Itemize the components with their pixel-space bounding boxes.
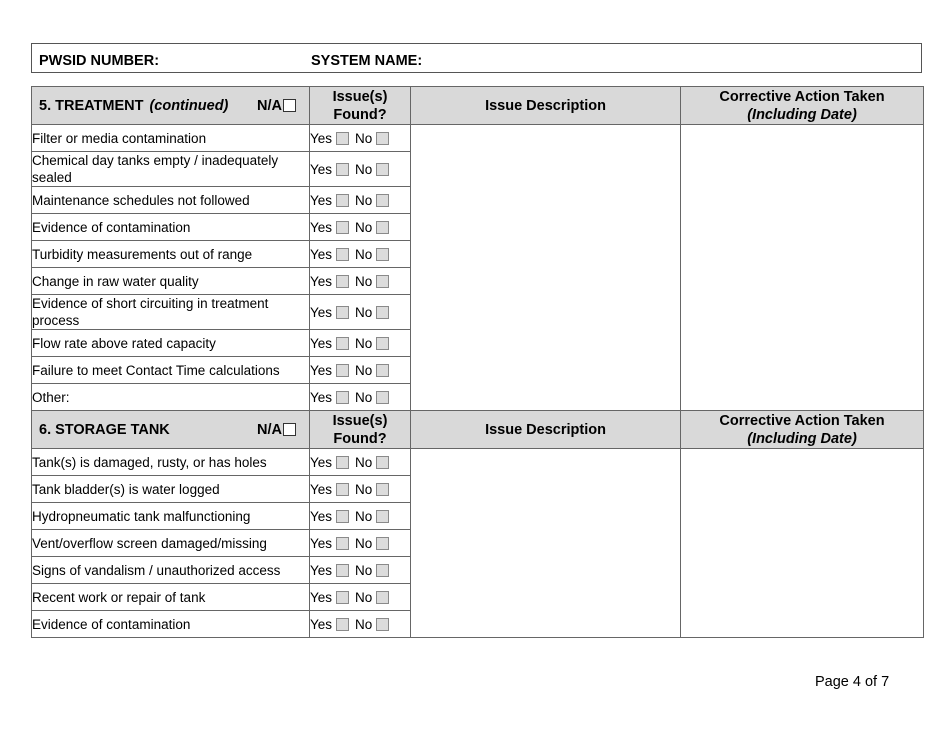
checklist-item-label: Failure to meet Contact Time calculations <box>32 357 310 384</box>
yes-label: Yes <box>310 192 333 208</box>
yes-label: Yes <box>310 304 333 320</box>
yes-label: Yes <box>310 616 333 632</box>
no-checkbox[interactable] <box>376 163 389 176</box>
corrective-action-field[interactable] <box>681 449 924 638</box>
yes-checkbox[interactable] <box>336 163 349 176</box>
checklist-item-label: Evidence of contamination <box>32 214 310 241</box>
no-checkbox[interactable] <box>376 248 389 261</box>
yes-checkbox[interactable] <box>336 364 349 377</box>
no-checkbox[interactable] <box>376 337 389 350</box>
yes-label: Yes <box>310 389 333 405</box>
no-label: No <box>355 273 373 289</box>
no-label: No <box>355 335 373 351</box>
issue-description-header: Issue Description <box>411 87 681 125</box>
na-label: N/A <box>257 97 282 114</box>
issues-found-header: Issue(s) Found? <box>310 87 411 125</box>
na-label: N/A <box>257 421 282 438</box>
pwsid-header-box <box>31 43 922 73</box>
yes-label: Yes <box>310 535 333 551</box>
yes-no-cell <box>310 214 411 241</box>
no-label: No <box>355 562 373 578</box>
yes-checkbox[interactable] <box>336 483 349 496</box>
system-name-label: SYSTEM NAME: <box>311 53 423 69</box>
checklist-item-label: Evidence of contamination <box>32 611 310 638</box>
pwsid-number-label: PWSID NUMBER: <box>39 53 160 69</box>
yes-label: Yes <box>310 562 333 578</box>
checklist-item-label: Turbidity measurements out of range <box>32 241 310 268</box>
yes-no-cell <box>310 241 411 268</box>
section-title: 5. TREATMENT <box>39 97 144 114</box>
checklist-item-label: Evidence of short circuiting in treatment process <box>32 295 310 330</box>
yes-label: Yes <box>310 219 333 235</box>
checklist-item-label: Other: <box>32 384 310 411</box>
corrective-action-header: Corrective Action Taken (Including Date) <box>681 87 924 125</box>
yes-no-cell <box>310 611 411 638</box>
yes-label: Yes <box>310 589 333 605</box>
yes-checkbox[interactable] <box>336 337 349 350</box>
checklist-row <box>32 125 924 152</box>
no-label: No <box>355 454 373 470</box>
yes-label: Yes <box>310 362 333 378</box>
yes-checkbox[interactable] <box>336 591 349 604</box>
checklist-item-label: Tank bladder(s) is water logged <box>32 476 310 503</box>
no-checkbox[interactable] <box>376 537 389 550</box>
yes-checkbox[interactable] <box>336 306 349 319</box>
no-checkbox[interactable] <box>376 275 389 288</box>
page-number: Page 4 of 7 <box>815 674 890 690</box>
yes-label: Yes <box>310 335 333 351</box>
yes-checkbox[interactable] <box>336 248 349 261</box>
no-label: No <box>355 616 373 632</box>
no-label: No <box>355 589 373 605</box>
yes-no-cell <box>310 557 411 584</box>
checklist-item-label: Tank(s) is damaged, rusty, or has holes <box>32 449 310 476</box>
no-label: No <box>355 481 373 497</box>
yes-no-cell <box>310 125 411 152</box>
checklist-item-label: Maintenance schedules not followed <box>32 187 310 214</box>
yes-label: Yes <box>310 130 333 146</box>
checklist-item-label: Recent work or repair of tank <box>32 584 310 611</box>
section-header-row <box>32 87 924 125</box>
no-checkbox[interactable] <box>376 456 389 469</box>
yes-no-cell <box>310 152 411 187</box>
yes-no-cell <box>310 476 411 503</box>
yes-no-cell <box>310 268 411 295</box>
inspection-table <box>31 86 924 638</box>
checklist-row <box>32 449 924 476</box>
no-checkbox[interactable] <box>376 194 389 207</box>
yes-label: Yes <box>310 481 333 497</box>
no-checkbox[interactable] <box>376 564 389 577</box>
checklist-item-label: Hydropneumatic tank malfunctioning <box>32 503 310 530</box>
no-label: No <box>355 535 373 551</box>
no-checkbox[interactable] <box>376 510 389 523</box>
section-subtitle: (continued) <box>149 97 229 114</box>
yes-label: Yes <box>310 508 333 524</box>
yes-checkbox[interactable] <box>336 132 349 145</box>
yes-checkbox[interactable] <box>336 221 349 234</box>
yes-no-cell <box>310 295 411 330</box>
yes-checkbox[interactable] <box>336 391 349 404</box>
yes-checkbox[interactable] <box>336 618 349 631</box>
yes-no-cell <box>310 357 411 384</box>
no-label: No <box>355 161 373 177</box>
no-label: No <box>355 192 373 208</box>
no-checkbox[interactable] <box>376 221 389 234</box>
issue-description-header: Issue Description <box>411 411 681 449</box>
yes-no-cell <box>310 384 411 411</box>
no-checkbox[interactable] <box>376 483 389 496</box>
no-checkbox[interactable] <box>376 618 389 631</box>
no-label: No <box>355 246 373 262</box>
no-checkbox[interactable] <box>376 364 389 377</box>
section-header-row <box>32 411 924 449</box>
no-label: No <box>355 508 373 524</box>
corrective-action-header: Corrective Action Taken (Including Date) <box>681 411 924 449</box>
yes-checkbox[interactable] <box>336 275 349 288</box>
yes-checkbox[interactable] <box>336 456 349 469</box>
yes-no-cell <box>310 530 411 557</box>
no-label: No <box>355 130 373 146</box>
corrective-action-field[interactable] <box>681 125 924 411</box>
no-checkbox[interactable] <box>376 391 389 404</box>
no-label: No <box>355 304 373 320</box>
no-checkbox[interactable] <box>376 591 389 604</box>
yes-no-cell <box>310 330 411 357</box>
issue-description-field[interactable] <box>411 125 681 411</box>
yes-label: Yes <box>310 454 333 470</box>
na-checkbox[interactable] <box>283 99 296 112</box>
yes-no-cell <box>310 449 411 476</box>
yes-label: Yes <box>310 246 333 262</box>
issue-description-field[interactable] <box>411 449 681 638</box>
section-title-cell <box>32 87 310 125</box>
yes-no-cell <box>310 503 411 530</box>
yes-label: Yes <box>310 273 333 289</box>
yes-checkbox[interactable] <box>336 510 349 523</box>
yes-checkbox[interactable] <box>336 537 349 550</box>
na-checkbox[interactable] <box>283 423 296 436</box>
no-label: No <box>355 389 373 405</box>
yes-no-cell <box>310 584 411 611</box>
section-title-cell <box>32 411 310 449</box>
section-title: 6. STORAGE TANK <box>39 421 170 438</box>
no-label: No <box>355 362 373 378</box>
no-checkbox[interactable] <box>376 132 389 145</box>
checklist-item-label: Change in raw water quality <box>32 268 310 295</box>
checklist-item-label: Signs of vandalism / unauthorized access <box>32 557 310 584</box>
checklist-item-label: Filter or media contamination <box>32 125 310 152</box>
yes-no-cell <box>310 187 411 214</box>
checklist-item-label: Flow rate above rated capacity <box>32 330 310 357</box>
yes-checkbox[interactable] <box>336 564 349 577</box>
yes-label: Yes <box>310 161 333 177</box>
checklist-item-label: Vent/overflow screen damaged/missing <box>32 530 310 557</box>
no-label: No <box>355 219 373 235</box>
no-checkbox[interactable] <box>376 306 389 319</box>
checklist-item-label: Chemical day tanks empty / inadequately sealed <box>32 152 310 187</box>
issues-found-header: Issue(s) Found? <box>310 411 411 449</box>
yes-checkbox[interactable] <box>336 194 349 207</box>
